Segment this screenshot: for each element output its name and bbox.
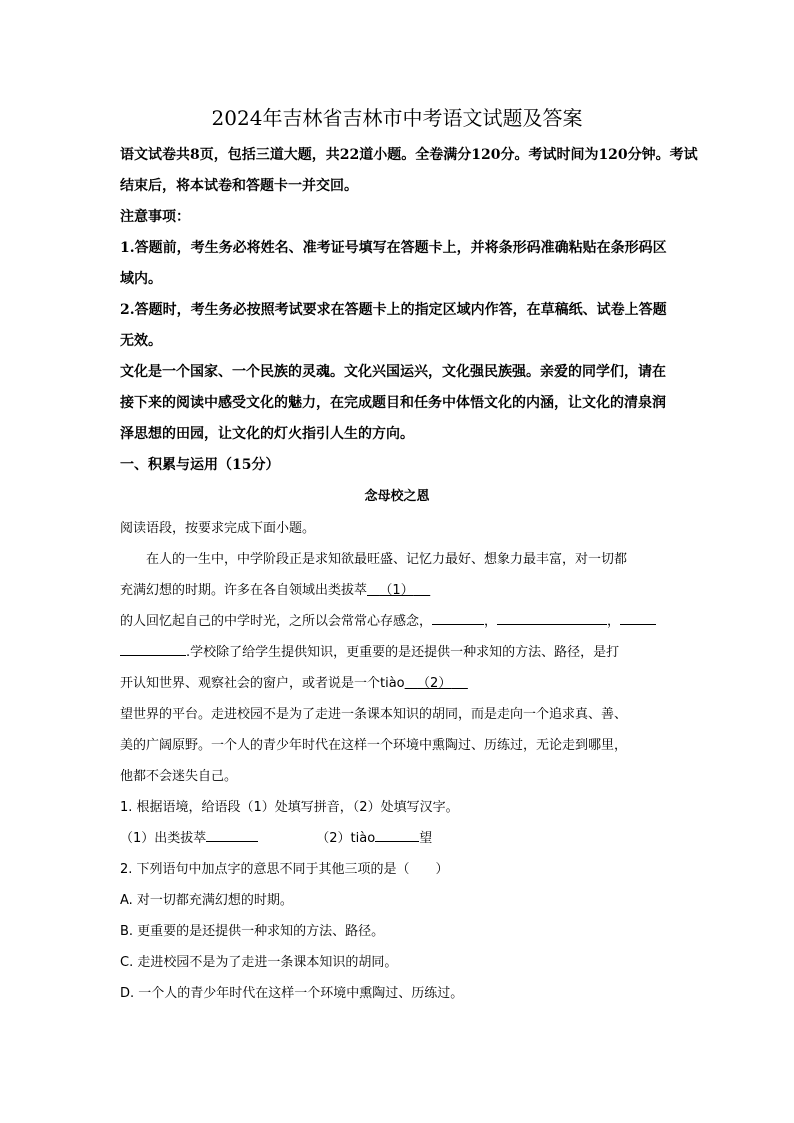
page-title: 2024年吉林省吉林市中考语文试题及答案	[211, 106, 583, 130]
passage-line: 在人的一生中，中学阶段正是求知欲最旺盛、记忆力最好、想象力最丰富，对一切都	[146, 552, 628, 567]
passage-line: 的人回忆起自己的中学时光，之所以会常常心存感念， ， ，	[120, 606, 680, 637]
q1-part-2: （2）tiào	[316, 831, 376, 846]
notice-item-1-cont: 域内。	[120, 271, 162, 287]
option-b: B. 更重要的是还提供一种求知的方法、路径。	[120, 924, 385, 939]
passage-text: 充满幻想的时期。许多在各自领域出类拔萃	[120, 583, 368, 598]
q1-answer-blank-2	[375, 827, 419, 842]
option-d: D. 一个人的青少年时代在这样一个环境中熏陶过、历练过。	[120, 986, 464, 1001]
question-1-stem: 1. 根据语境，给语段（1）处填写拼音，（2）处填写汉字。	[120, 800, 459, 815]
passage-line: 望世界的平台。走进校园不是为了走进一条课本知识的胡同，而是走向一个追求真、善、	[120, 707, 628, 722]
instruction-text: 阅读语段，按要求完成下面小题。	[120, 521, 316, 536]
culture-text: 泽思想的田园，让文化的灯火指引人生的方向。	[120, 426, 414, 442]
q1-part-1: （1）出类拔萃	[120, 831, 207, 846]
passage-text: 的人回忆起自己的中学时光，之所以会常常心存感念，	[120, 614, 433, 629]
option-a: A. 对一切都充满幻想的时期。	[120, 893, 293, 908]
passage-line: 他都不会迷失自己。	[120, 769, 238, 784]
q1-answer-blank-1	[206, 827, 258, 842]
option-c: C. 走进校园不是为了走进一条课本知识的胡同。	[120, 955, 398, 970]
passage-title: 念母校之恩	[364, 489, 430, 504]
q1-part-2-suffix: 望	[419, 831, 433, 846]
passage-text: 开认知世界、观察社会的窗户，或者说是一个tiào	[120, 676, 405, 691]
answer-blank	[620, 610, 656, 625]
passage-line	[120, 668, 680, 699]
intro-line: 结束后，将本试卷和答题卡一并交回。	[120, 178, 358, 194]
passage-block	[120, 513, 680, 1009]
exam-intro	[120, 140, 698, 481]
passage-line: 美的广阔原野。一个人的青少年时代在这样一个环境中熏陶过、历练过，无论走到哪里，	[120, 738, 628, 753]
passage-text: .学校除了给学生提供知识，更重要的是还提供一种求知的方法、路径，是打	[186, 645, 620, 660]
notice-item-1: 1.答题前，考生务必将姓名、准考证号填写在答题卡上，并将条形码准确粘贴在条形码区	[120, 240, 667, 256]
blank-1-label: （1）	[379, 583, 414, 598]
section-heading: 一、积累与运用（15分）	[120, 457, 280, 473]
passage-line	[120, 637, 680, 668]
culture-text: 接下来的阅读中感受文化的魅力，在完成题目和任务中体悟文化的内涵，让文化的清泉润	[120, 395, 666, 411]
notice-heading: 注意事项：	[120, 209, 190, 225]
notice-item-2: 2.答题时，考生务必按照考试要求在答题卡上的指定区域内作答，在草稿纸、试卷上答题	[120, 302, 667, 318]
notice-item-2-cont: 无效。	[120, 333, 162, 349]
answer-blank	[120, 641, 186, 656]
blank-2-label: （2）	[417, 676, 452, 691]
intro-line: 语文试卷共8页，包括三道大题，共22道小题。全卷满分120分。考试时间为120分钟。考试	[120, 147, 698, 163]
culture-text: 文化是一个国家、一个民族的灵魂。文化兴国运兴，文化强民族强。亲爱的同学们，请在	[120, 364, 666, 380]
question-2-stem: 2. 下列语句中加点字的意思不同于其他三项的是（ ）	[120, 862, 449, 877]
blank-2-marker	[405, 676, 468, 691]
question-1-parts	[120, 823, 680, 854]
answer-blank	[497, 610, 607, 625]
blank-1-marker	[367, 583, 430, 598]
passage-line	[120, 575, 680, 606]
answer-blank	[432, 610, 484, 625]
